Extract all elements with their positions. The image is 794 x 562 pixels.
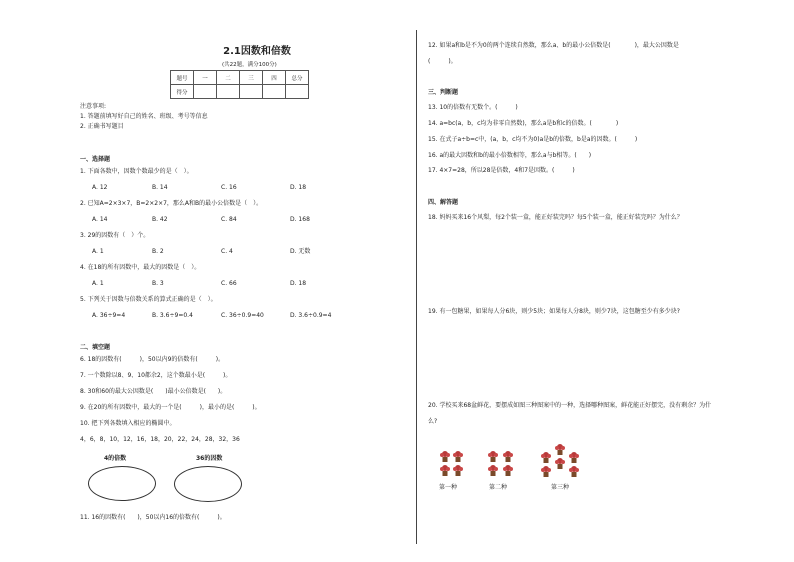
q5-option-a[interactable]: A. 36÷9=4 — [92, 312, 126, 319]
question-5: 5. 下列关于因数与倍数关系的算式正确的是（ ）。 — [80, 296, 217, 303]
question-1: 1. 下面各数中，因数个数最少的是（ ）。 — [80, 168, 193, 175]
score-table-header-row — [171, 71, 309, 85]
flower-pot-icon — [555, 444, 565, 455]
question-17: 17. 4×7=28，所以28是倍数，4和7是因数。( ) — [428, 167, 575, 174]
question-6: 6. 18的因数有( )，50以内9的倍数有( )。 — [80, 356, 225, 363]
flower-pot-icon — [555, 458, 565, 469]
score-header-cell: 一 — [194, 71, 217, 85]
q1-option-b[interactable]: B. 14 — [152, 184, 168, 191]
question-8: 8. 30和60的最大公因数是( )最小公倍数是( )。 — [80, 388, 227, 395]
score-cell[interactable] — [286, 85, 309, 99]
score-cell[interactable] — [240, 85, 263, 99]
score-table — [170, 70, 309, 99]
score-cell[interactable] — [217, 85, 240, 99]
flower-pot-icon — [569, 466, 579, 477]
page-title: 2.1因数和倍数 — [223, 46, 291, 57]
question-11: 11. 16的因数有( )，50以内16的倍数有( )。 — [80, 514, 226, 521]
score-header-cell: 三 — [240, 71, 263, 85]
question-15: 15. 在式子a÷b=c中，(a，b，c均不为0)a是b的倍数，b是a的因数。( ) — [428, 136, 638, 143]
score-header-cell: 四 — [263, 71, 286, 85]
question-18: 18. 妈妈买来16个风梨，每2个装一盒，能正好装完吗？每5个装一盒，能正好装完吗？为什么？ — [428, 214, 683, 221]
q2-option-d[interactable]: D. 168 — [290, 216, 310, 223]
question-4: 4. 在18的所有因数中，最大的因数是（ ）。 — [80, 264, 201, 271]
oval-multiples-of-4[interactable] — [88, 466, 156, 501]
column-divider — [416, 30, 417, 544]
q1-option-a[interactable]: A. 12 — [92, 184, 108, 191]
flower-pot-icon — [503, 451, 513, 462]
q3-option-a[interactable]: A. 1 — [92, 248, 104, 255]
section-heading-choice: 一、选择题 — [80, 156, 111, 163]
flower-pot-icon — [503, 465, 513, 476]
q4-option-a[interactable]: A. 1 — [92, 280, 104, 287]
score-table-score-row — [171, 85, 309, 99]
score-row-label: 得分 — [171, 85, 194, 99]
section-heading-judge: 三、判断题 — [428, 89, 459, 96]
oval-label-factors-of-36: 36的因数 — [196, 455, 223, 462]
question-7: 7. 一个数除以8、9、10都余2，这个数最小是( )。 — [80, 372, 232, 379]
score-cell[interactable] — [263, 85, 286, 99]
question-2: 2. 已知A=2×3×7，B=2×2×7，那么A和B的最小公倍数是（ ）。 — [80, 200, 263, 207]
q3-option-c[interactable]: C. 4 — [221, 248, 233, 255]
question-20-line2: 么? — [428, 418, 438, 425]
pattern-label-2: 第二种 — [489, 484, 508, 491]
pattern-1 — [440, 451, 463, 476]
score-cell[interactable] — [194, 85, 217, 99]
notes-item: 2. 正确书写题目 — [80, 123, 124, 130]
q10-number-list: 4，6，8，10，12，16，18，20，22，24，28，32，36 — [80, 436, 240, 443]
notes-heading: 注意事项: — [80, 103, 107, 110]
score-header-cell: 总分 — [286, 71, 309, 85]
flower-pot-icon — [488, 465, 498, 476]
oval-factors-of-36[interactable] — [174, 466, 242, 502]
score-header-cell: 题号 — [171, 71, 194, 85]
flower-pot-icon — [488, 451, 498, 462]
q3-option-d[interactable]: D. 无数 — [290, 248, 311, 255]
q2-option-c[interactable]: C. 84 — [221, 216, 237, 223]
q4-option-d[interactable]: D. 18 — [290, 280, 307, 287]
flower-pot-icon — [541, 452, 551, 463]
pattern-3 — [541, 444, 579, 477]
flower-pot-icon — [453, 465, 463, 476]
q1-option-d[interactable]: D. 18 — [290, 184, 307, 191]
question-12-line1: 12. 如果a和b是不为0的两个连续自然数，那么a、b的最小公倍数是( )，最大公因数是 — [428, 42, 679, 49]
question-20-line1: 20. 学校买来68盆鲜花，要摆成如图三种图案中的一种，选择哪种图案，鲜花能正好摆完，没有剩余？为什 — [428, 402, 712, 409]
notes-item: 1. 答题前填写好自己的姓名、班级、考号等信息 — [80, 113, 208, 120]
q1-option-c[interactable]: C. 16 — [221, 184, 237, 191]
question-16: 16. a的最大因数和b的最小倍数相等，那么a与b相等。( ) — [428, 152, 592, 159]
q4-option-c[interactable]: C. 66 — [221, 280, 237, 287]
question-14: 14. a=bc(a，b，c均为非零自然数)，那么a是b和c的倍数。( ) — [428, 120, 619, 127]
q5-option-c[interactable]: C. 36÷0.9=40 — [221, 312, 264, 319]
q2-option-a[interactable]: A. 14 — [92, 216, 108, 223]
pattern-label-1: 第一种 — [439, 484, 458, 491]
question-9: 9. 在20的所有因数中，最大的一个是( )，最小的是( )。 — [80, 404, 261, 411]
q5-option-b[interactable]: B. 3.6÷9=0.4 — [152, 312, 193, 319]
question-3: 3. 29的因数有（ ）个。 — [80, 232, 150, 239]
flower-pot-icon — [569, 452, 579, 463]
flower-pot-icon — [440, 451, 450, 462]
question-19: 19. 有一包糖果，如果每人分6块，则少5块；如果每人分8块，则少7块，这包糖至少有多少块? — [428, 308, 680, 315]
question-10: 10. 把下列各数填入相应的椭圆中。 — [80, 420, 176, 427]
oval-label-multiples-of-4: 4的倍数 — [104, 455, 127, 462]
q4-option-b[interactable]: B. 3 — [152, 280, 164, 287]
flower-pot-icon — [453, 451, 463, 462]
q3-option-b[interactable]: B. 2 — [152, 248, 164, 255]
section-heading-fill: 二、填空题 — [80, 344, 111, 351]
section-heading-answer: 四、解答题 — [428, 199, 459, 206]
question-13: 13. 10的倍数有无数个。( ) — [428, 104, 518, 111]
pattern-label-3: 第三种 — [551, 484, 570, 491]
flower-pot-icon — [440, 465, 450, 476]
score-header-cell: 二 — [217, 71, 240, 85]
page-subtitle: (共22题，满分100分) — [222, 62, 277, 68]
q5-option-d[interactable]: D. 3.6÷0.9=4 — [290, 312, 332, 319]
pattern-2 — [488, 451, 513, 476]
question-12-line2: ( )。 — [428, 58, 457, 65]
flower-pot-icon — [541, 466, 551, 477]
q2-option-b[interactable]: B. 42 — [152, 216, 168, 223]
